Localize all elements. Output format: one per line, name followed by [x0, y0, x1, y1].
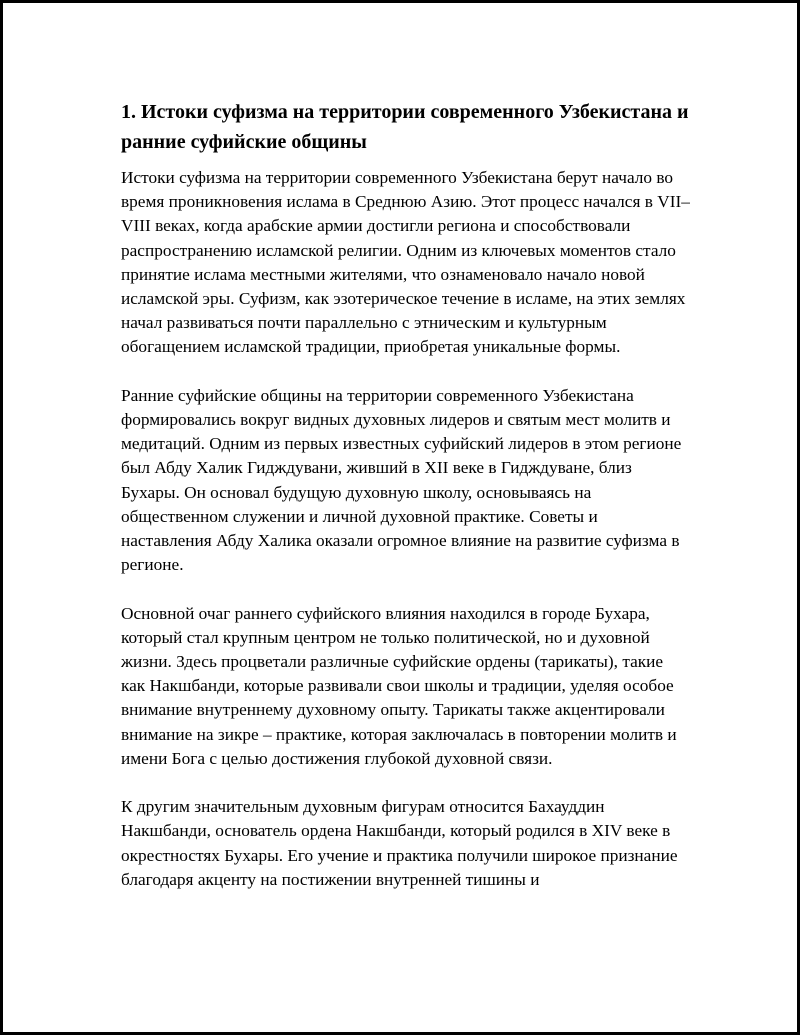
paragraph-4: К другим значительным духовным фигурам относится Бахауддин Накшбанди, основатель ордена Накшбанди, который родился в XIV веке в окрестностях Бухары. Его учение и практика получили широкое признание благодаря акценту на постижении внутренней тишины и	[121, 797, 678, 889]
paragraph-3: Основной очаг раннего суфийского влияния находился в городе Бухара, который стал крупным центром не только политической, но и духовной жизни. Здесь процветали различные суфийские ордены (тарикаты), такие как Накшбанди, которые развивали свои школы и традиции, уделяя особое внимание внутреннему духовному опыту. Тарикаты также акцентировали внимание на зикре – практике, которая заключалась в повторении молитв и имени Бога с целью достижения глубокой духовной связи.	[121, 603, 677, 768]
paragraph-1: Истоки суфизма на территории современного Узбекистана берут начало во время проникновения ислама в Среднюю Азию. Этот процесс начался в VII–VIII веках, когда арабские армии достигли региона и способствовали распространению исламской религии. Одним из ключевых моментов стало принятие ислама местными жителями, что ознаменовало начало новой исламской эры. Суфизм, как эзотерическое течение в исламе, на этих землях начал развиваться почти параллельно с этническим и культурным обогащением исламской традиции, приобретая уникальные формы.	[121, 168, 690, 357]
section-heading: 1. Истоки суфизма на территории современного Узбекистана и ранние суфийские общины	[121, 101, 689, 153]
page-content	[121, 97, 691, 892]
paragraph-2: Ранние суфийские общины на территории современного Узбекистана формировались вокруг видных духовных лидеров и святым мест молитв и медитаций. Одним из первых известных суфийский лидеров в этом регионе был Абду Халик Гидждувани, живший в XII веке в Гидждуване, близ Бухары. Он основал будущую духовную школу, основываясь на общественном служении и личной духовной практике. Советы и наставления Абду Халика оказали огромное влияние на развитие суфизма в регионе.	[121, 385, 682, 575]
